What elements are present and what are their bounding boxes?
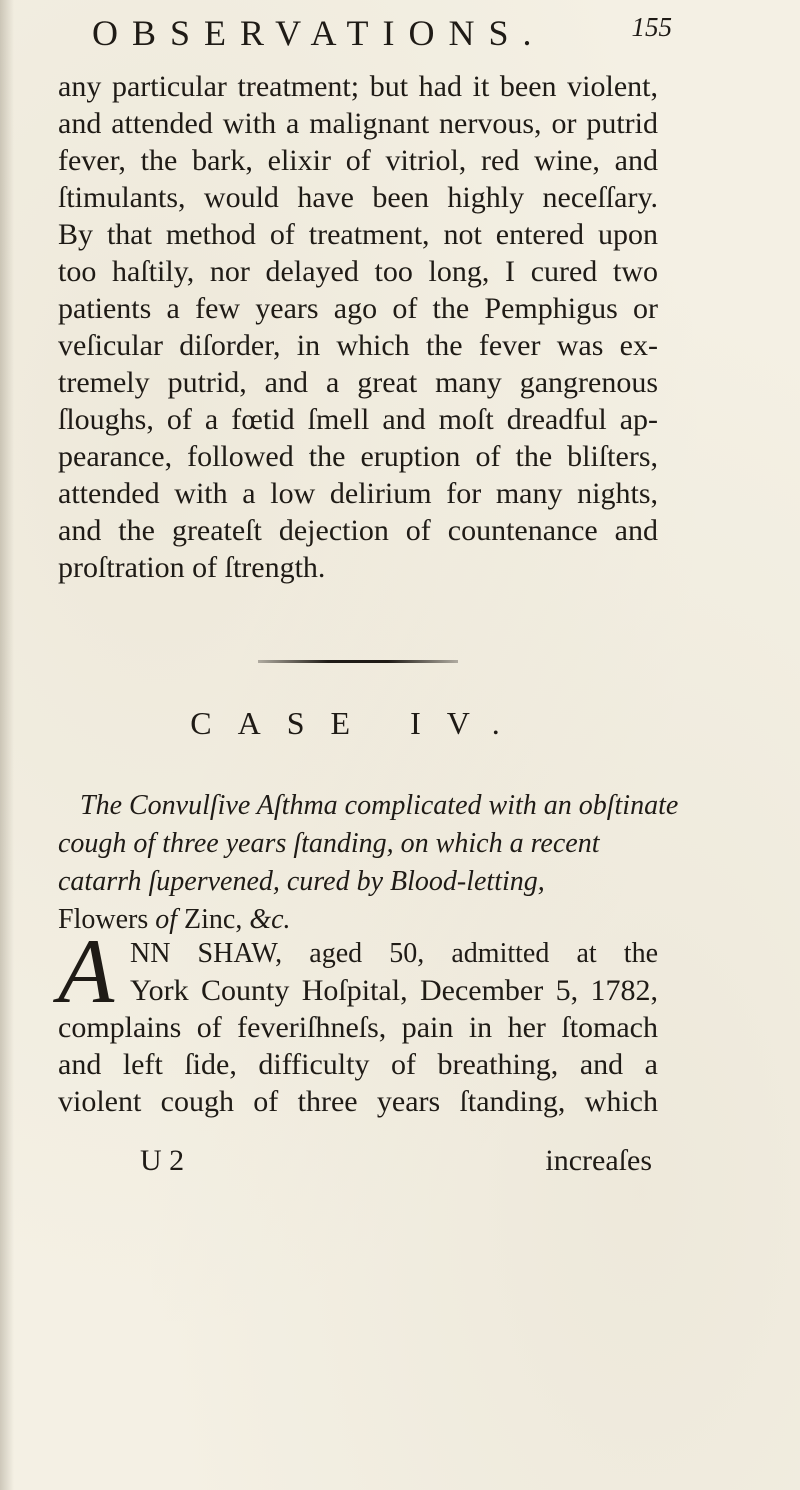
text-line: fever, the bark, elixir of vitriol, red wine, and xyxy=(58,144,658,177)
text-line: and left ſide, difficulty of breathing, and a xyxy=(58,1048,658,1081)
case-heading: CASE IV. xyxy=(190,705,526,741)
text-line: any particular treatment; but had it been violent, xyxy=(58,70,658,103)
text-line: York County Hoſpital, December 5, 1782, xyxy=(130,974,658,1007)
text-line: veſicular diſorder, in which the fever was ex- xyxy=(58,329,658,362)
text-line: ſloughs, of a fœtid ſmell and moſt dreadful ap- xyxy=(58,403,658,436)
text-line: and the greateſt dejection of countenance and xyxy=(58,514,658,547)
caption-line: The Convulſive Aſthma complicated with an obſtinate xyxy=(80,790,679,821)
text-line: attended with a low delirium for many nights, xyxy=(58,477,658,510)
catchword: increaſes xyxy=(545,1144,652,1177)
paragraph-observations xyxy=(58,68,658,586)
text-line: violent cough of three years ſtanding, which xyxy=(58,1085,658,1118)
text-line: NN SHAW, aged 50, admitted at the xyxy=(130,938,658,969)
page-footer xyxy=(58,1142,658,1179)
text-line: tremely putrid, and a great many gangrenous xyxy=(58,366,658,399)
section-divider-rule xyxy=(258,660,458,663)
text-line: By that method of treatment, not entered upon xyxy=(58,218,658,251)
caption-fragment: Flowers xyxy=(58,904,156,935)
caption-fragment: Zinc, xyxy=(177,904,250,935)
page-number: 155 xyxy=(631,12,672,42)
caption-line: catarrh ſupervened, cured by Blood-letting, xyxy=(58,866,545,897)
binding-shadow xyxy=(0,0,14,1490)
text-line: complains of feveriſhneſs, pain in her ſtomach xyxy=(58,1011,658,1044)
page-header xyxy=(92,12,672,62)
caption-fragment: &c. xyxy=(249,904,291,935)
text-line: ſtimulants, would have been highly neceſſary. xyxy=(58,181,658,214)
case-body xyxy=(58,920,658,1120)
text-line: too haſtily, nor delayed too long, I cured two xyxy=(58,255,658,288)
text-line: patients a few years ago of the Pemphigus or xyxy=(58,292,658,325)
caption-line xyxy=(58,901,658,939)
case-caption xyxy=(58,787,679,939)
signature-mark: U 2 xyxy=(140,1144,185,1177)
running-head: OBSERVATIONS. xyxy=(92,13,546,53)
text-line: and attended with a malignant nervous, or putrid xyxy=(58,107,658,140)
caption-line: cough of three years ſtanding, on which a recent xyxy=(58,828,600,859)
drop-cap: A xyxy=(58,920,115,1022)
caption-fragment: of xyxy=(155,904,178,935)
text-line: pearance, followed the eruption of the bliſters, xyxy=(58,440,658,473)
text-line: proſtration of ſtrength. xyxy=(58,551,326,584)
